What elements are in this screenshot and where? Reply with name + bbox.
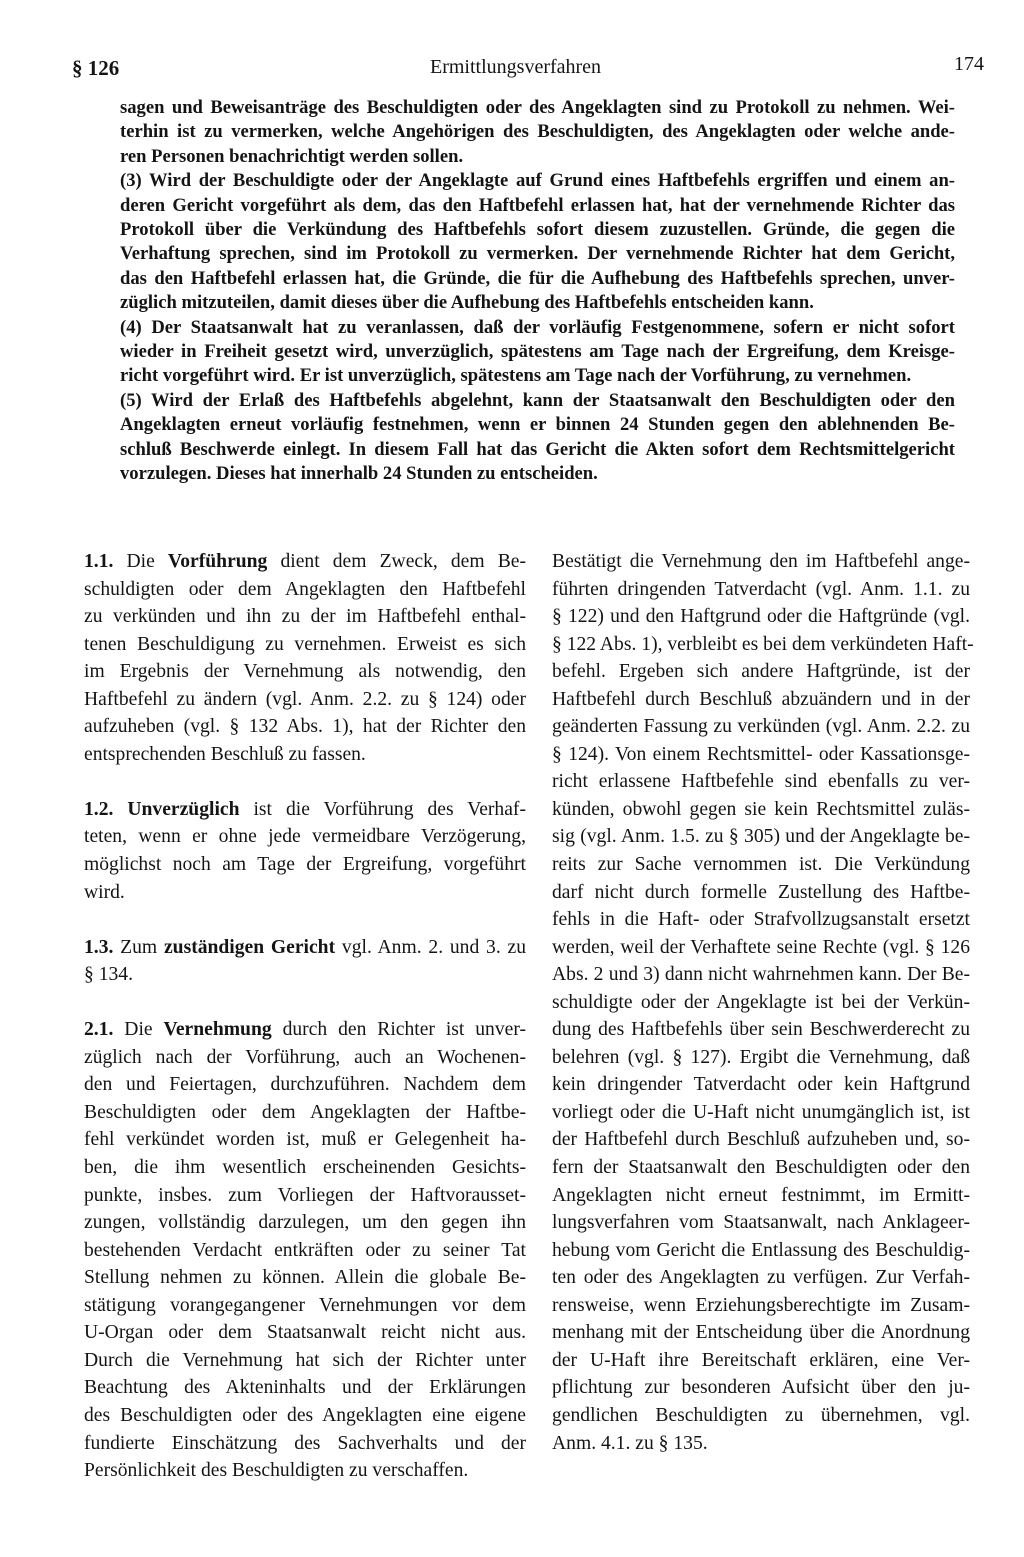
note-line: Angeklagten nicht erneut festnimmt, im Ermitt- [552, 1184, 970, 1206]
note-line: Anm. 4.1. zu § 135. [552, 1432, 708, 1454]
statute-line: (5) Wird der Erlaß des Haftbefehls abgelehnt, kann der Staatsanwalt den Beschuldigten oder den [120, 389, 955, 411]
note-line: pflichtung zur besonderen Aufsicht über den ju- [552, 1377, 970, 1399]
running-title: Ermittlungsverfahren [430, 56, 602, 78]
statute-line: (3) Wird der Beschuldigte oder der Angeklagte auf Grund eines Haftbefehls ergriffen und einem an- [120, 170, 955, 192]
note-line: U-Organ oder dem Staatsanwalt reicht nicht aus. [84, 1322, 526, 1344]
note-line: kein dringender Tatverdacht oder kein Haftgrund [552, 1074, 970, 1096]
note-line: reits zur Sache vernommen ist. Die Verkündung [552, 854, 970, 876]
note-line: künden, obwohl gegen sie kein Rechtsmittel zuläs- [552, 798, 970, 820]
note-line: tenen Beschuldigung zu vernehmen. Erweist es sich [84, 633, 526, 655]
note-line: vorliegt oder die U-Haft nicht unumgänglich ist, ist [552, 1101, 970, 1123]
note-line: fundierte Einschätzung des Sachverhalts und der [84, 1432, 526, 1454]
note-line: den und Feiertagen, durchzuführen. Nachdem dem [84, 1074, 526, 1096]
note-line: möglichst noch am Tage der Ergreifung, vorgeführt [84, 854, 526, 876]
statute-line: Protokoll über die Verkündung des Haftbefehls sofort diesem zuzustellen. Gründe, die gegen die [120, 219, 955, 241]
note-line: lungsverfahren vom Staatsanwalt, nach Anklageer- [552, 1212, 970, 1234]
note-first-line: 1.3. Zum zuständigen Gericht vgl. Anm. 2. und 3. zu [84, 936, 526, 958]
note-line: Haftbefehl zu ändern (vgl. Anm. 2.2. zu § 124) oder [84, 688, 526, 710]
note-line: entsprechenden Beschluß zu fassen. [84, 743, 366, 765]
note-line: befehl. Ergeben sich andere Haftgründe, ist der [552, 661, 970, 683]
statute-line: richt vorgeführt wird. Er ist unverzüglich, spätestens am Tage nach der Vorführung, zu vernehmen. [120, 365, 912, 387]
keyword: Vorführung [167, 551, 268, 572]
note-line: hebung vom Gericht die Entlassung des Beschuldig- [552, 1239, 970, 1261]
statute-line: ren Personen benachrichtigt werden sollen. [120, 145, 464, 167]
note-line: fehl verkündet worden ist, muß er Gelegenheit ha- [84, 1129, 526, 1151]
statute-line: das den Haftbefehl erlassen hat, die Gründe, die für die Aufhebung des Haftbefehls sprechen, unver- [120, 267, 955, 289]
note-line: zu verkünden und ihn zu der im Haftbefehl enthal- [84, 606, 526, 628]
note-line: richt erlassene Haftbefehle sind ebenfalls zu ver- [552, 771, 970, 793]
note-line: Haftbefehl durch Beschluß abzuändern und in der [552, 688, 970, 710]
note-line: zungen, vollständig darzulegen, um den gegen ihn [84, 1212, 526, 1234]
note-line: Durch die Vernehmung hat sich der Richter unter [84, 1349, 526, 1371]
note-1-2 [84, 796, 526, 906]
note-line: Stellung nehmen zu können. Allein die globale Be- [84, 1267, 526, 1289]
note-line: fern der Staatsanwalt den Beschuldigten oder den [552, 1157, 970, 1179]
note-line: § 134. [84, 964, 133, 986]
keyword: Vernehmung [163, 1019, 272, 1041]
section-number: § 126 [72, 56, 120, 80]
note-line: der Haftbefehl durch Beschluß aufzuheben und, so- [552, 1129, 970, 1151]
note-line: führten dringenden Tatverdacht (vgl. Anm. 1.1. zu [552, 578, 970, 600]
note-2-1 [84, 1016, 526, 1484]
note-line: Abs. 2 und 3) dann nicht wahrnehmen kann. Der Be- [552, 964, 970, 986]
note-line: belehren (vgl. § 127). Ergibt die Vernehmung, daß [552, 1046, 970, 1068]
note-line: § 122) und den Haftgrund oder die Haftgründe (vgl. [552, 606, 970, 628]
note-line: menhang mit der Entscheidung über die Anordnung [552, 1322, 970, 1344]
keyword: zuständigen Gericht [163, 936, 336, 958]
note-line: Bestätigt die Vernehmung den im Haftbefehl ange- [552, 551, 970, 572]
statute-line: vorzulegen. Dieses hat innerhalb 24 Stunden zu entscheiden. [120, 463, 598, 485]
note-line: wird. [84, 881, 125, 903]
note-line: ten oder des Angeklagten zu verfügen. Zur Verfah- [552, 1267, 970, 1289]
note-line: schuldigte oder der Angeklagte ist bei der Verkün- [552, 991, 970, 1013]
statute-line: sagen und Beweisanträge des Beschuldigten oder des Angeklagten sind zu Protokoll zu nehmen. Wei- [120, 97, 955, 118]
statute-line: züglich mitzuteilen, damit dieses über die Aufhebung des Haftbefehls entscheiden kann. [120, 292, 814, 314]
note-line: Beschuldigten oder dem Angeklagten der Haftbe- [84, 1101, 526, 1123]
note-first-line: 2.1. Die Vernehmung durch den Richter ist unver- [84, 1019, 526, 1041]
note-line: schuldigten oder dem Angeklagten den Haftbefehl [84, 578, 526, 600]
note-line: aufzuheben (vgl. § 132 Abs. 1), hat der Richter den [84, 716, 526, 738]
statute-line: wieder in Freiheit gesetzt wird, unverzüglich, spätestens am Tage nach der Ergreifung, dem Kreisge- [120, 341, 955, 363]
statute-line: deren Gericht vorgeführt als dem, das den Haftbefehl erlassen hat, hat der vernehmende Richter das [120, 194, 955, 216]
note-line: ben, die ihm wesentlich erscheinenden Gesichts- [84, 1157, 526, 1179]
note-line: darf nicht durch formelle Zustellung des Haftbe- [552, 881, 970, 903]
note-line: Persönlichkeit des Beschuldigten zu verschaffen. [84, 1460, 469, 1482]
note-line: teten, wenn er ohne jede vermeidbare Verzögerung, [84, 826, 526, 848]
note-line: geänderten Fassung zu verkünden (vgl. Anm. 2.2. zu [552, 716, 970, 738]
keyword: Unverzüglich [127, 798, 240, 820]
note-line: züglich nach der Vorführung, auch an Wochenen- [84, 1046, 526, 1068]
statute-line: Angeklagten erneut vorläufig festnehmen, wenn er binnen 24 Stunden gegen den ablehnenden Be- [120, 414, 955, 436]
note-first-line: 1.2. Unverzüglich ist die Vorführung des Verhaf- [84, 798, 526, 820]
note-number: 1.3. [84, 936, 114, 958]
statute-text [120, 96, 955, 487]
note-line: sig (vgl. Anm. 1.5. zu § 305) und der Angeklagte be- [552, 826, 970, 848]
note-line: gendlichen Beschuldigten zu übernehmen, vgl. [552, 1404, 970, 1426]
note-number: 1.1. [84, 551, 114, 572]
note-number: 2.1. [84, 1019, 114, 1041]
note-line: § 124). Von einem Rechtsmittel- oder Kassationsge- [552, 743, 970, 765]
note-line: des Beschuldigten oder des Angeklagten eine eigene [84, 1404, 526, 1426]
note-line: im Ergebnis der Vernehmung als notwendig, den [84, 661, 526, 683]
note-line: stätigung vorangegangener Vernehmungen vor dem [84, 1294, 526, 1316]
page-number: 174 [954, 53, 984, 75]
page-header [0, 53, 1024, 86]
note-line: werden, weil der Verhaftete seine Rechte (vgl. § 126 [552, 936, 970, 958]
note-line: § 122 Abs. 1), verbleibt es bei dem verkündeten Haft- [552, 633, 974, 655]
note-line: fehls in die Haft- oder Strafvollzugsanstalt ersetzt [552, 909, 970, 931]
statute-line: schluß Beschwerde einlegt. In diesem Fall hat das Gericht die Akten sofort dem Rechtsmittelgericht [120, 438, 955, 460]
note-line: rensweise, wenn Erziehungsberechtigte im Zusam- [552, 1294, 970, 1316]
statute-line: Verhaftung sprechen, sind im Protokoll zu vermerken. Der vernehmende Richter hat dem Gericht, [120, 243, 955, 265]
note-line: der U-Haft ihre Bereitschaft erklären, eine Ver- [552, 1349, 970, 1371]
note-line: dung des Haftbefehls über sein Beschwerderecht zu [552, 1019, 970, 1041]
note-line: punkte, insbes. zum Vorliegen der Haftvorausset- [84, 1184, 526, 1206]
note-1-1 [84, 548, 526, 768]
statute-line: terhin ist zu vermerken, welche Angehörigen des Beschuldigten, des Angeklagten oder welche ande- [120, 121, 955, 143]
statute-line: (4) Der Staatsanwalt hat zu veranlassen, daß der vorläufig Festgenommene, sofern er nicht sofort [120, 316, 955, 338]
commentary-left-column [84, 548, 526, 1485]
note-first-line: 1.1. Die Vorführung dient dem Zweck, dem Be- [84, 551, 527, 572]
note-line: bestehenden Verdacht entkräften oder zu seiner Tat [84, 1239, 526, 1261]
commentary-right-column [552, 548, 974, 1457]
note-1-3 [84, 934, 526, 989]
note-number: 1.2. [84, 798, 114, 820]
note-line: Beachtung des Akteninhalts und der Erklärungen [84, 1377, 526, 1399]
